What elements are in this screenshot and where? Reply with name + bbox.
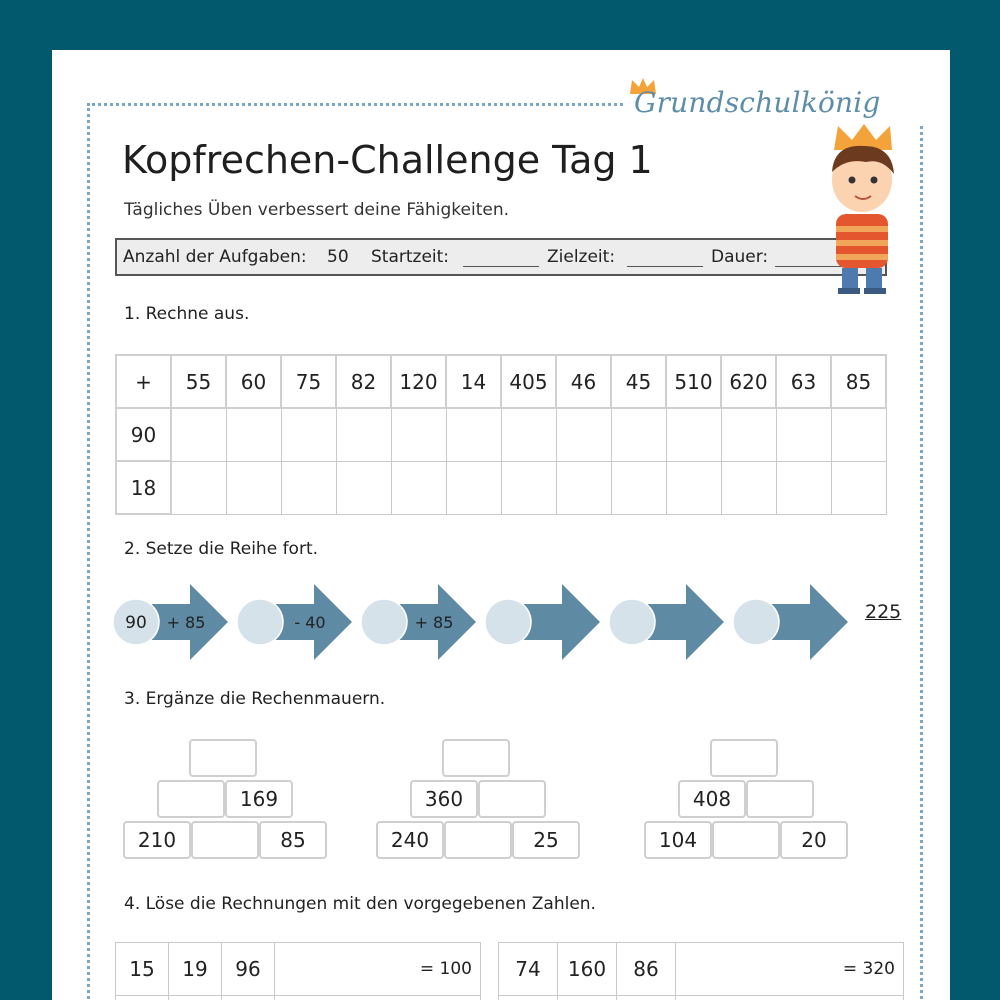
task-count-value: 50 — [327, 247, 349, 267]
sequence-step — [361, 584, 476, 660]
answer-cell[interactable] — [666, 461, 721, 514]
wall-brick: 104 — [644, 821, 712, 859]
given-number: 160 — [558, 943, 617, 996]
answer-cell[interactable] — [171, 408, 226, 461]
answer-cell[interactable] — [336, 408, 391, 461]
answer-cell[interactable] — [831, 461, 886, 514]
table-row — [116, 943, 481, 996]
sequence-step — [113, 584, 228, 660]
boy-with-crown-illustration — [822, 122, 912, 297]
task4-title: 4. Löse die Rechnungen mit den vorgegebenen Zahlen. — [124, 894, 596, 914]
wall-brick-empty[interactable] — [191, 821, 259, 859]
column-header: 14 — [446, 355, 501, 408]
page-subtitle: Tägliches Üben verbessert deine Fähigkeiten. — [124, 200, 510, 220]
given-number: 15 — [116, 943, 169, 996]
number-circle[interactable] — [361, 599, 407, 645]
equation-result[interactable]: = 100 — [275, 943, 481, 996]
answer-cell[interactable] — [501, 408, 556, 461]
answer-cell[interactable] — [222, 996, 275, 1000]
row-header: 90 — [116, 408, 171, 461]
answer-cell[interactable] — [617, 996, 676, 1000]
answer-cell[interactable] — [391, 461, 446, 514]
wall-brick: 85 — [259, 821, 327, 859]
wall-brick: 408 — [678, 780, 746, 818]
column-header: 63 — [776, 355, 831, 408]
answer-cell[interactable] — [391, 408, 446, 461]
task1-title: 1. Rechne aus. — [124, 304, 250, 324]
answer-cell[interactable] — [281, 408, 336, 461]
addition-table — [115, 354, 887, 515]
answer-cell[interactable] — [721, 408, 776, 461]
wall-brick-empty[interactable] — [444, 821, 512, 859]
task2-title: 2. Setze die Reihe fort. — [124, 539, 319, 559]
step-operation: + 85 — [414, 613, 454, 632]
sequence-step — [485, 584, 600, 660]
logo-text: Grundschulkönig — [634, 86, 881, 119]
operator-cell: + — [116, 355, 171, 408]
answer-cell[interactable] — [171, 461, 226, 514]
column-header: 85 — [831, 355, 886, 408]
column-header: 60 — [226, 355, 281, 408]
table-row — [116, 408, 886, 461]
table-row — [116, 996, 481, 1000]
sequence-result: 225 — [865, 601, 902, 623]
column-header: 55 — [171, 355, 226, 408]
number-circle[interactable] — [733, 599, 779, 645]
answer-cell[interactable] — [611, 461, 666, 514]
column-header: 510 — [666, 355, 721, 408]
column-header: 45 — [611, 355, 666, 408]
wall-brick-empty[interactable] — [478, 780, 546, 818]
answer-cell[interactable] — [446, 461, 501, 514]
column-header: 405 — [501, 355, 556, 408]
given-number: 96 — [222, 943, 275, 996]
answer-cell[interactable] — [446, 408, 501, 461]
number-circle[interactable] — [237, 599, 283, 645]
time-bar — [115, 238, 887, 276]
number-circle[interactable] — [609, 599, 655, 645]
row-header: 18 — [116, 461, 171, 514]
answer-cell[interactable] — [501, 461, 556, 514]
answer-cell[interactable] — [776, 461, 831, 514]
table-row — [116, 461, 886, 514]
task-count-label: Anzahl der Aufgaben: — [123, 247, 307, 267]
given-number: 86 — [617, 943, 676, 996]
table-header-row — [116, 355, 886, 408]
task3-title: 3. Ergänze die Rechenmauern. — [124, 689, 386, 709]
table-row — [499, 943, 904, 996]
column-header: 75 — [281, 355, 336, 408]
wall-brick-empty[interactable] — [157, 780, 225, 818]
answer-cell[interactable] — [336, 461, 391, 514]
column-header: 82 — [336, 355, 391, 408]
answer-cell[interactable] — [499, 996, 558, 1000]
table-row — [499, 996, 904, 1000]
answer-cell[interactable] — [275, 996, 481, 1000]
answer-cell[interactable] — [776, 408, 831, 461]
answer-cell[interactable] — [226, 461, 281, 514]
number-circle[interactable] — [485, 599, 531, 645]
answer-cell[interactable] — [169, 996, 222, 1000]
wall-brick: 360 — [410, 780, 478, 818]
start-time-field[interactable] — [463, 266, 539, 267]
wall-brick-empty[interactable] — [712, 821, 780, 859]
answer-cell[interactable] — [676, 996, 904, 1000]
sequence-step — [237, 584, 352, 660]
column-header: 46 — [556, 355, 611, 408]
wall-brick-empty[interactable] — [189, 739, 257, 777]
target-time-field[interactable] — [627, 266, 703, 267]
answer-cell[interactable] — [831, 408, 886, 461]
answer-cell[interactable] — [558, 996, 617, 1000]
start-number: 90 — [125, 613, 147, 633]
page-title: Kopfrechen-Challenge Tag 1 — [122, 138, 653, 182]
answer-cell[interactable] — [556, 408, 611, 461]
answer-cell[interactable] — [226, 408, 281, 461]
answer-cell[interactable] — [281, 461, 336, 514]
brand-logo — [626, 74, 926, 124]
column-header: 120 — [391, 355, 446, 408]
answer-cell[interactable] — [666, 408, 721, 461]
number-sequence-arrows — [110, 582, 870, 664]
wall-brick: 20 — [780, 821, 848, 859]
equation-table — [498, 942, 904, 1000]
wall-brick: 25 — [512, 821, 580, 859]
step-operation: - 40 — [294, 613, 326, 632]
wall-brick: 169 — [225, 780, 293, 818]
answer-cell[interactable] — [611, 408, 666, 461]
worksheet-page — [52, 50, 950, 1000]
answer-cell[interactable] — [556, 461, 611, 514]
wall-brick-empty[interactable] — [442, 739, 510, 777]
equation-result[interactable]: = 320 — [676, 943, 904, 996]
wall-brick: 210 — [123, 821, 191, 859]
given-number: 19 — [169, 943, 222, 996]
step-operation: + 85 — [166, 613, 206, 632]
column-header: 620 — [721, 355, 776, 408]
target-time-label: Zielzeit: — [547, 247, 616, 267]
duration-label: Dauer: — [711, 247, 769, 267]
equation-table — [115, 942, 481, 1000]
given-number: 74 — [499, 943, 558, 996]
sequence-step — [733, 584, 848, 660]
start-time-label: Startzeit: — [371, 247, 450, 267]
answer-cell[interactable] — [116, 996, 169, 1000]
answer-cell[interactable] — [721, 461, 776, 514]
wall-brick: 240 — [376, 821, 444, 859]
wall-brick-empty[interactable] — [710, 739, 778, 777]
wall-brick-empty[interactable] — [746, 780, 814, 818]
sequence-step — [609, 584, 724, 660]
